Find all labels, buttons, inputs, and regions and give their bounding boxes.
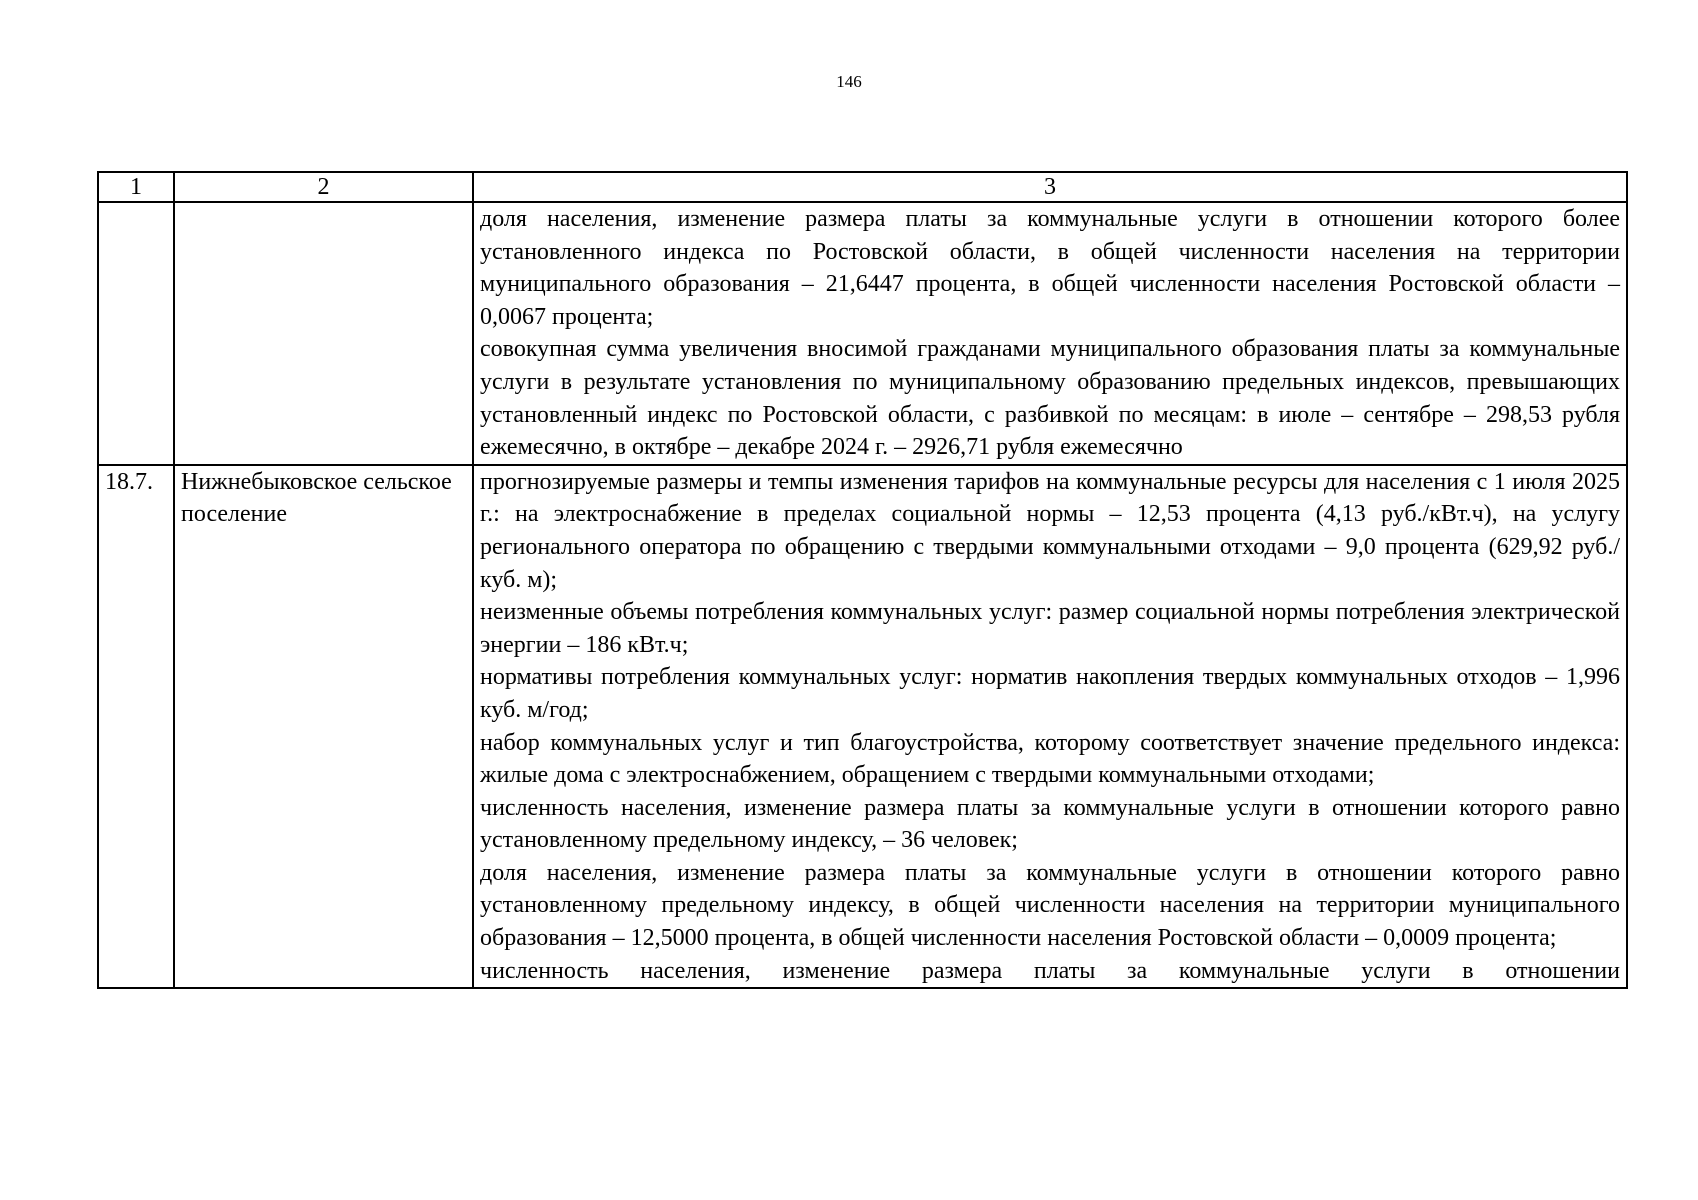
table-row bbox=[98, 465, 1627, 989]
column-header-3: 3 bbox=[473, 172, 1627, 202]
content-paragraph: совокупная сумма увеличения вносимой гражданами муниципального образования платы за коммунальные услуги в результате установления по муниципальному образованию предельных индексов, превышающих установленный индекс по Ростовской области, с разбивкой по месяцам: в июле – сентябре – 298,53 рубля ежемесячно, в октябре – декабре 2024 г. – 2926,71 рубля ежемесячно bbox=[480, 336, 1620, 461]
table-row bbox=[98, 202, 1627, 465]
row-number: 18.7. bbox=[98, 465, 174, 989]
content-paragraph: доля населения, изменение размера платы за коммунальные услуги в отношении которого более установленного индекса по Ростовской области, в общей численности населения на территории муниципального образования – 21,6447 процента, в общей численности населения Ростовской области – 0,0067 процента; bbox=[480, 206, 1620, 330]
content-paragraph: прогнозируемые размеры и темпы изменения тарифов на коммунальные ресурсы для населения с 1 июля 2025 г.: на электроснабжение в пределах социальной нормы – 12,53 процента (4,13 руб./кВт.ч), на услугу регионального оператора по обращению с твердыми коммунальными отходами – 9,0 процента (629,92 руб./куб. м); bbox=[480, 468, 1620, 593]
row-content bbox=[473, 465, 1627, 989]
content-paragraph: набор коммунальных услуг и тип благоустройства, которому соответствует значение предельного индекса: жилые дома с электроснабжением, обращением с твердыми коммунальными отходами; bbox=[480, 729, 1620, 789]
content-paragraph: нормативы потребления коммунальных услуг: норматив накопления твердых коммунальных отходов – 1,996 куб. м/год; bbox=[480, 664, 1620, 723]
content-paragraph: неизменные объемы потребления коммунальных услуг: размер социальной нормы потребления электрической энергии – 186 кВт.ч; bbox=[480, 599, 1620, 658]
table-header-row bbox=[98, 172, 1627, 202]
content-paragraph: численность населения, изменение размера платы за коммунальные услуги в отношении которого равно установленному предельному индексу, – 36 человек; bbox=[480, 794, 1620, 854]
content-paragraph: доля населения, изменение размера платы за коммунальные услуги в отношении которого равно установленному предельному индексу, в общей численности населения на территории муниципального образования – 12,5000 процента, в общей численности населения Ростовской области – 0,0009 процента; bbox=[480, 859, 1620, 952]
row-number bbox=[98, 202, 174, 465]
page-number: 146 bbox=[836, 72, 862, 91]
column-header-2: 2 bbox=[174, 172, 473, 202]
document-table bbox=[97, 171, 1628, 989]
row-content bbox=[473, 202, 1627, 465]
row-settlement-name: Нижнебыковское сельское поселение bbox=[174, 465, 473, 989]
column-header-1: 1 bbox=[98, 172, 174, 202]
row-settlement-name bbox=[174, 202, 473, 465]
content-paragraph: численность населения, изменение размера платы за коммунальные услуги в отношении bbox=[480, 957, 1620, 984]
